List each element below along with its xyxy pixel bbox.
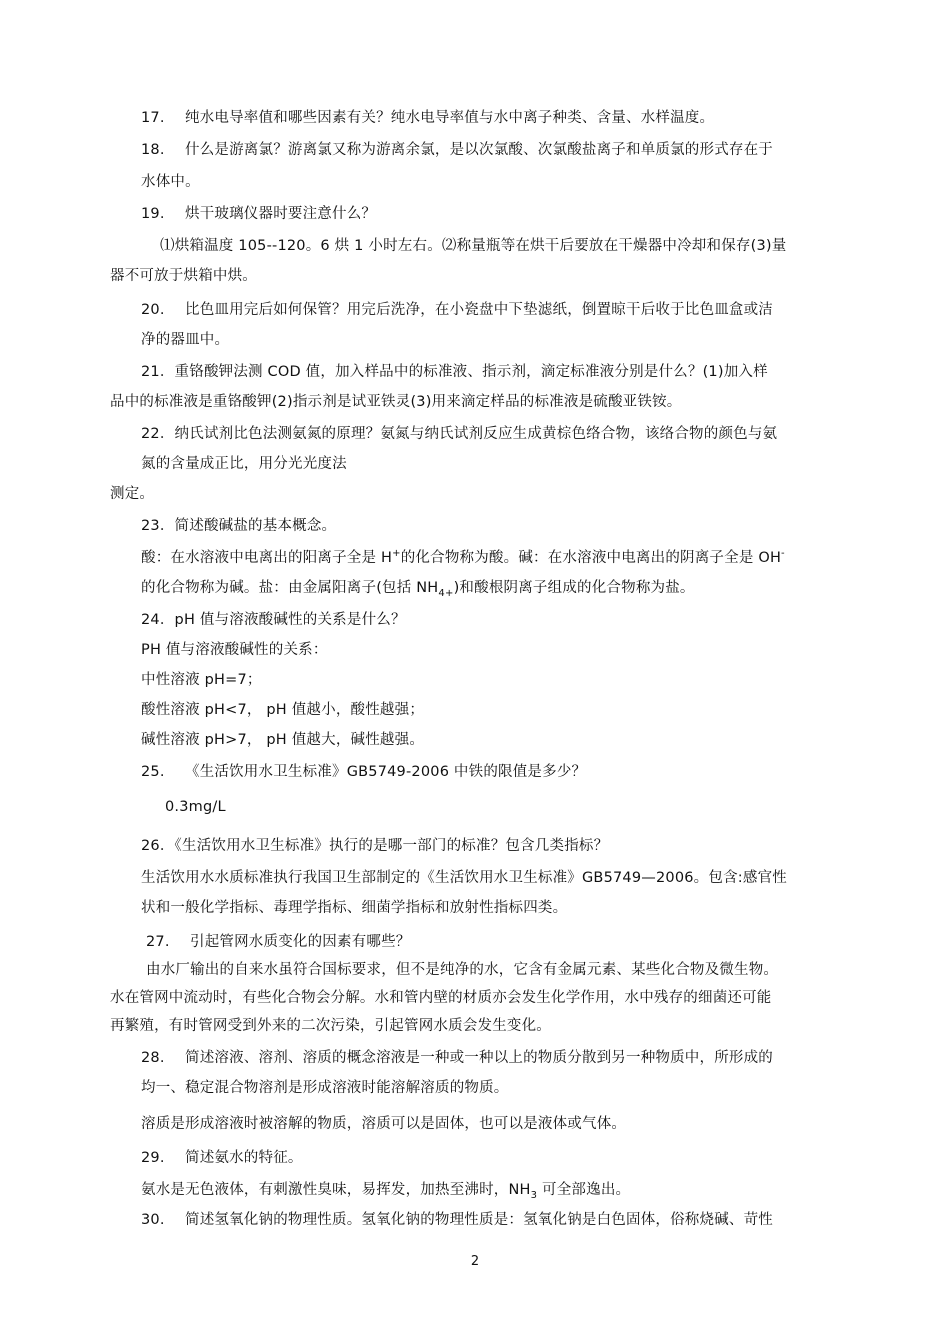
q21-line: 21．重铬酸钾法测 COD 值，加入样品中的标准液、指示剂，滴定标准液分别是什么？(1)加入样 [141,364,768,380]
q22-line: 22．纳氏试剂比色法测氨氮的原理？氨氮与纳氏试剂反应生成黄棕色络合物，该络合物的颜色与氨 [141,426,778,442]
q24-answer-line-4: 碱性溶液 pH>7， pH 值越大，碱性越强。 [141,732,425,748]
q22-line-3: 测定。 [110,486,155,502]
q20-line-2: 净的器皿中。 [141,332,230,348]
q23-answer-line-1: 酸：在水溶液中电离出的阳离子全是 H+的化合物称为酸。碱：在水溶液中电离出的阴离子全是 OH- [141,548,785,566]
q24-answer-line-3: 酸性溶液 pH<7， pH 值越小，酸性越强； [141,702,425,718]
page-number: 2 [470,1254,480,1269]
q27-line: 27. 引起管网水质变化的因素有哪些？ [146,934,411,950]
q28-line-3: 溶质是形成溶液时被溶解的物质，溶质可以是固体，也可以是液体或气体。 [141,1116,627,1132]
q22-line-2: 氮的含量成正比，用分光光度法 [141,456,347,472]
q28-line-2: 均一、稳定混合物溶剂是形成溶液时能溶解溶质的物质。 [141,1080,509,1096]
q25-line: 25. 《生活饮用水卫生标准》GB5749-2006 中铁的限值是多少？ [141,764,587,780]
q23-line: 23．简述酸碱盐的基本概念。 [141,518,337,534]
q24-answer-line-2: 中性溶液 pH=7； [141,672,262,688]
q27-answer-line-3: 再繁殖，有时管网受到外来的二次污染，引起管网水质会发生变化。 [110,1018,551,1034]
q19-answer-line-1: ⑴烘箱温度 105--120。6 烘 1 小时左右。⑵称量瓶等在烘干后要放在干燥器中冷却和保存(3)量 [160,238,787,254]
q17-line: 17. 纯水电导率值和哪些因素有关？纯水电导率值与水中离子种类、含量、水样温度。 [141,110,715,126]
q19-answer-line-2: 器不可放于烘箱中烘。 [110,268,257,284]
q26-answer-line-1: 生活饮用水水质标准执行我国卫生部制定的《生活饮用水卫生标准》GB5749—2006。包含:感官性 [141,870,787,886]
q30-line: 30. 简述氢氧化钠的物理性质。氢氧化钠的物理性质是：氢氧化钠是白色固体，俗称烧碱、苛性 [141,1212,773,1228]
q24-answer-line-1: PH 值与溶液酸碱性的关系： [141,642,328,658]
q26-answer-line-2: 状和一般化学指标、毒理学指标、细菌学指标和放射性指标四类。 [141,900,568,916]
q27-answer-line-2: 水在管网中流动时，有些化合物会分解。水和管内壁的材质亦会发生化学作用，水中残存的细菌还可能 [110,990,772,1006]
q24-line: 24．pH 值与溶液酸碱性的关系是什么？ [141,612,406,628]
q25-answer: 0.3mg/L [165,799,226,815]
q18-line-2: 水体中。 [141,174,200,190]
q21-line-2: 品中的标准液是重铬酸钾(2)指示剂是试亚铁灵(3)用来滴定样品的标准液是硫酸亚铁铵。 [110,394,682,410]
q27-answer-line-1: 由水厂输出的自来水虽符合国标要求，但不是纯净的水，它含有金属元素、某些化合物及微生物。 [146,962,779,978]
q18-line: 18. 什么是游离氯？游离氯又称为游离余氯，是以次氯酸、次氯酸盐离子和单质氯的形式存在于 [141,142,773,158]
q28-line: 28. 简述溶液、溶剂、溶质的概念溶液是一种或一种以上的物质分散到另一种物质中，所形成的 [141,1050,773,1066]
q23-answer-line-2: 的化合物称为碱。盐：由金属阳离子(包括 $NH_{4+}$)和酸根阴离子组成的化合物称为盐。 [141,580,695,599]
q26-line: 26．《生活饮用水卫生标准》执行的是哪一部门的标准？包含几类指标？ [141,838,609,854]
q29-answer: 氨水是无色液体，有刺激性臭味，易挥发，加热至沸时，$NH_3$ 可全部逸出。 [141,1182,631,1201]
q20-line: 20. 比色皿用完后如何保管？用完后洗净，在小瓷盘中下垫滤纸，倒置晾干后收于比色皿盒或洁 [141,302,773,318]
q19-line: 19. 烘干玻璃仪器时要注意什么？ [141,206,377,222]
q29-line: 29. 简述氨水的特征。 [141,1150,303,1166]
